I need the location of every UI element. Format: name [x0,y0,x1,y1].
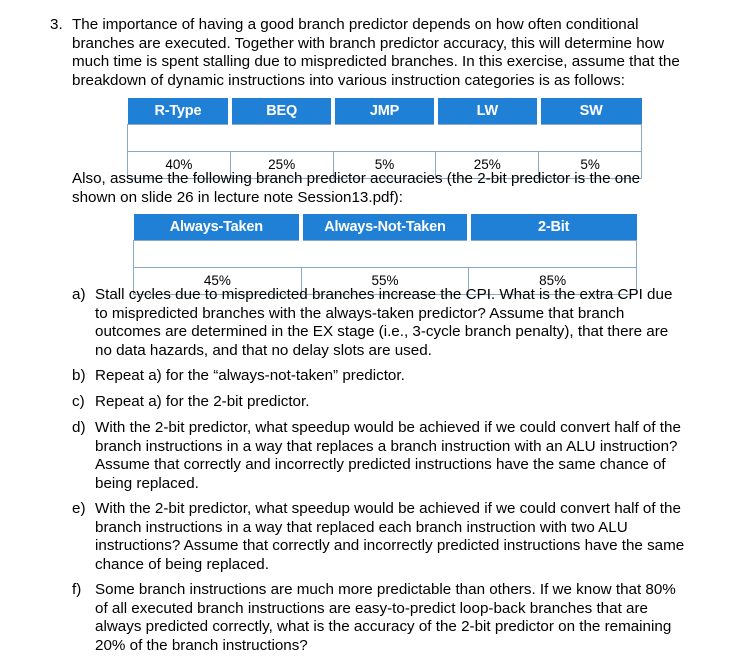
cell-lw: 25% [436,152,539,179]
part-line: branch instructions in a way that replaced each branch instruction with two ALU [95,518,628,536]
part-line: 20% of the branch instructions? [95,636,308,654]
part-line: instructions? Assume that correctly and incorrectly predicted instructions have the same [95,537,685,555]
part-line: no data hazards, and that no delay slots are used. [95,341,432,359]
assumption-paragraph [72,170,722,207]
part-line: Repeat a) for the “always-not-taken” predictor. [95,367,405,384]
intro-line: much time is spent stalling due to mispredicted branches. In this exercise, assume that the [72,53,680,71]
header-always-taken: Always-Taken [134,214,302,241]
predictor-accuracy-table [133,214,637,295]
part-text [95,500,725,574]
header-r-type: R-Type [128,98,231,125]
cell-beq: 25% [230,152,333,179]
assumption-line: shown on slide 26 in lecture note Session13.pdf): [72,188,403,206]
part-label: f) [72,581,82,598]
header-always-not-taken: Always-Not-Taken [301,214,469,241]
cell-sw: 5% [539,152,642,179]
part-label: a) [72,286,86,303]
cell-2-bit: 85% [469,268,637,295]
header-lw: LW [436,98,539,125]
part-line: being replaced. [95,474,199,492]
header-sw: SW [539,98,642,125]
part-label: e) [72,500,86,517]
part-line: outcomes are determined in the EX stage (i.e., 3-cycle branch penalty), that there are [95,323,669,341]
part-text [95,367,725,386]
intro-line: breakdown of dynamic instructions into various instruction categories is as follows: [72,71,625,89]
cell-jmp: 5% [333,152,436,179]
part-line: Some branch instructions are much more predictable than others. If we know that 80% [95,581,676,598]
part-text [95,581,725,655]
header-2-bit: 2-Bit [469,214,637,241]
part-line: Stall cycles due to mispredicted branches increase the CPI. What is the extra CPI due [95,286,673,303]
part-line: Assume that correctly and incorrectly predicted instructions have the same chance of [95,456,666,474]
part-line: Repeat a) for the 2-bit predictor. [95,393,310,410]
table-header-row [134,214,637,241]
part-text [95,286,725,360]
part-label: b) [72,367,86,384]
part-line: to mispredicted branches with the always-taken predictor? Assume that branch [95,304,625,322]
part-label: c) [72,393,85,410]
header-jmp: JMP [333,98,436,125]
intro-paragraph [72,16,722,90]
cell-always-not-taken: 55% [301,268,469,295]
part-line: branch instructions in a way that replaces a branch instruction with an ALU instruction? [95,437,678,455]
part-line: With the 2-bit predictor, what speedup would be achieved if we could convert half of the [95,419,681,436]
part-line: always predicted correctly, what is the accuracy of the 2-bit predictor on the remaining [95,618,672,636]
part-line: chance of being replaced. [95,555,269,573]
instruction-mix-table [127,98,642,179]
header-beq: BEQ [230,98,333,125]
part-text [95,393,725,412]
assumption-line: Also, assume the following branch predictor accuracies (the 2-bit predictor is the one [72,170,641,187]
cell-r-type: 40% [128,152,231,179]
part-label: d) [72,419,86,436]
question-number: 3. [50,16,63,33]
cell-always-taken: 45% [134,268,302,295]
table-header-row [128,98,642,125]
intro-line: branches are executed. Together with branch predictor accuracy, this will determine how [72,34,665,52]
intro-line: The importance of having a good branch predictor depends on how often conditional [72,16,639,33]
part-line: of all executed branch instructions are easy-to-predict loop-back branches that are [95,599,648,617]
part-line: With the 2-bit predictor, what speedup would be achieved if we could convert half of the [95,500,681,517]
part-text [95,419,725,493]
